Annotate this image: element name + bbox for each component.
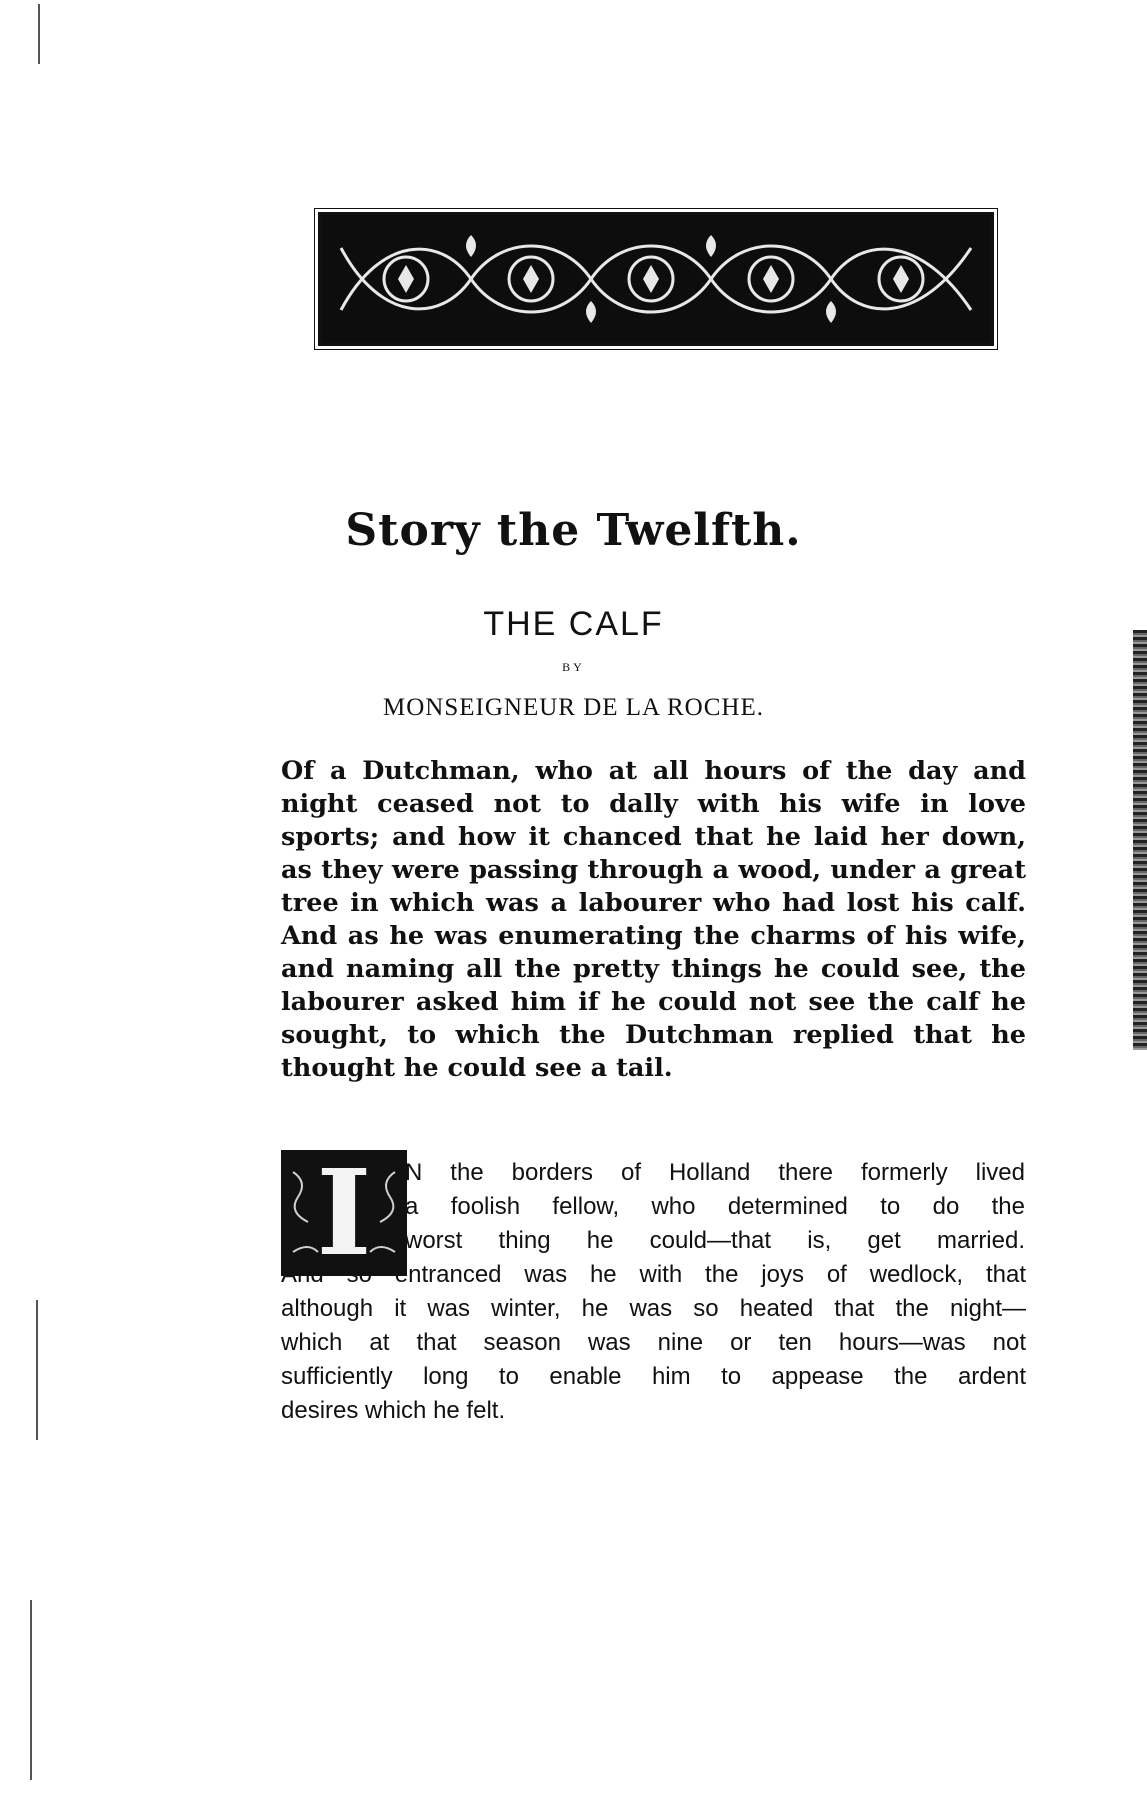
author-name: MONSEIGNEUR DE LA ROCHE. [383, 694, 764, 721]
scan-edge-shadow [1133, 630, 1147, 1050]
body-paragraph [281, 1258, 1026, 1428]
scan-edge-mark [30, 1600, 32, 1780]
drop-cap-letter: I [316, 1143, 372, 1282]
body-line: N the borders of Holland there formerly lived [405, 1159, 1025, 1186]
body-line: although it was winter, he was so heated that the night— [281, 1295, 1026, 1322]
chapter-title: THE CALF [483, 605, 664, 643]
story-summary: Of a Dutchman, who at all hours of the day and night ceased not to dally with his wife in love sports; and how it chanced that he laid her down, as they were passing through a wood, under a great tree in which was a labourer who had lost his calf. And as he was enumerating the charms of his wife, and naming all the pretty things he could see, the labourer asked him if he could not see the calf he sought, to which the Dutchman replied that he thought he could see a tail. [281, 756, 1026, 1083]
body-line: worst thing he could—that is, get married. [405, 1227, 1025, 1254]
scan-edge-mark [36, 1300, 38, 1440]
body-line: desires which he felt. [281, 1397, 506, 1424]
body-line: a foolish fellow, who determined to do the [405, 1193, 1025, 1220]
byline-label: BY [562, 660, 585, 674]
scan-edge-mark [38, 4, 40, 64]
story-title: Story the Twelfth. [345, 505, 802, 556]
body-line: sufficiently long to enable him to appease the ardent [281, 1363, 1026, 1390]
body-line: And so entranced was he with the joys of wedlock, that [281, 1261, 1026, 1288]
body-line: which at that season was nine or ten hours—was not [281, 1329, 1026, 1356]
decorative-header-ornament [318, 212, 994, 346]
body-first-lines [405, 1156, 1025, 1258]
